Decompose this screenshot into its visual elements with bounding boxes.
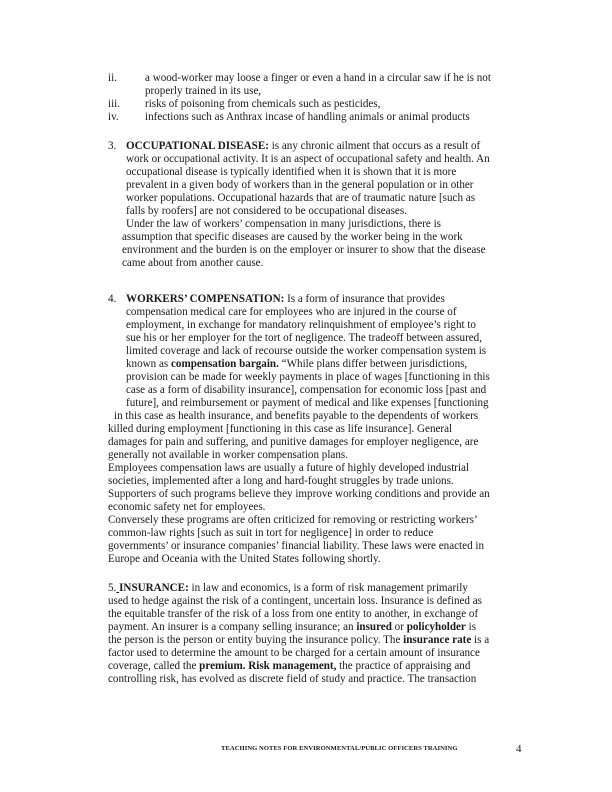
section-text: Under the law of workers’ compensation in many jurisdictions, there is [126, 218, 441, 230]
section-text: the equitable transfer of the risk of a loss from one entity to another, in exchange of [108, 608, 479, 620]
section-text: controlling risk, has evolved as discrete field of study and practice. The transaction [108, 673, 477, 685]
text-run: coverage, called the [108, 660, 200, 672]
section-text: damages for pain and suffering, and punitive damages for employer negligence, are [108, 436, 479, 448]
list-marker: ii. [108, 72, 117, 84]
section-text: factor used to determine the amount to be charged for a certain amount of insurance [108, 647, 480, 659]
text-run: the person is the person or entity buying the insurance policy. The [108, 634, 404, 646]
section-text: in law and economics, is a form of risk management primarily [188, 582, 468, 594]
section-text: occupational disease is typically identified when it is shown that it is more [126, 166, 457, 178]
section-heading: WORKERS’ COMPENSATION: [126, 293, 285, 305]
list-marker: iv. [108, 111, 119, 123]
section-text [108, 634, 489, 647]
section-text: Europe and Oceania with the United States following shortly. [108, 553, 381, 565]
footer-title: TEACHING NOTES FOR ENVIRONMENTAL/PUBLIC OFFICERS TRAINING [221, 745, 458, 752]
text-run: payment. An insurer is a company selling insurance; an [108, 621, 357, 633]
section-text: governments’ or insurance companies’ financial liability. These laws were enacted in [108, 540, 485, 552]
section-text: Is a form of insurance that provides [284, 293, 445, 305]
section-text: economic safety net for employees. [108, 501, 266, 513]
list-text: a wood-worker may loose a finger or even a hand in a circular saw if he is not [145, 72, 491, 84]
text-run: known as [126, 358, 171, 370]
bold-term: insurance rate [403, 634, 472, 646]
section-text [108, 660, 470, 673]
section-text: came about from another cause. [122, 257, 264, 269]
section-text: falls by roofers] are not considered to be occupational diseases. [126, 205, 407, 217]
text-run: “While plans differ between jurisdictions, [278, 358, 468, 370]
section-text: environment and the burden is on the employer or insurer to show that the disease [122, 244, 486, 256]
section-text: in this case as health insurance, and benefits payable to the dependents of workers [114, 410, 479, 422]
list-text: properly trained in its use, [145, 85, 262, 97]
section-text: sue his or her employer for the tort of negligence. The tradeoff between assured, [126, 332, 483, 344]
section-first-line [126, 140, 480, 153]
bold-term: compensation bargain. [171, 358, 279, 370]
section-text: generally not available in worker compensation plans. [108, 449, 348, 461]
bold-term: premium. Risk management, [199, 660, 337, 672]
bold-term: insured [356, 621, 392, 633]
section-text: work or occupational activity. It is an aspect of occupational safety and health. An [126, 153, 490, 165]
list-text: risks of poisoning from chemicals such as pesticides, [145, 98, 381, 110]
section-number: 5. [108, 582, 117, 594]
section-text: Conversely these programs are often criticized for removing or restricting workers’ [108, 514, 478, 526]
text-run: or [391, 621, 407, 633]
section-text: used to hedge against the risk of a contingent, uncertain loss. Insurance is defined as [108, 595, 482, 607]
text-run: the practice of appraising and [336, 660, 471, 672]
section-text: compensation medical care for employees who are injured in the course of [126, 306, 457, 318]
section-text: prevalent in a given body of workers than in the general population or in other [126, 179, 474, 191]
section-first-line [126, 293, 445, 306]
section-text: societies, implemented after a long and hard-fought struggles by trade unions. [108, 475, 454, 487]
bold-term: policyholder [406, 621, 466, 633]
section-text [108, 621, 476, 634]
section-text: assumption that specific diseases are caused by the worker being in the work [122, 231, 463, 243]
page-number: 4 [516, 743, 522, 755]
text-run: is [465, 621, 477, 633]
text-run: is a [471, 634, 490, 646]
section-number: 4. [108, 293, 117, 305]
list-text: infections such as Anthrax incase of handling animals or animal products [145, 111, 470, 123]
section-text: case as a form of disability insurance], compensation for economic loss [past and [126, 384, 487, 396]
section-first-line [108, 582, 468, 595]
section-text: killed during employment [functioning in this case as life insurance]. General [108, 423, 453, 435]
section-text: is any chronic ailment that occurs as a result of [268, 140, 481, 152]
section-text: limited coverage and lack of recourse outside the worker compensation system is [126, 345, 487, 357]
section-heading: OCCUPATIONAL DISEASE: [126, 140, 269, 152]
section-text: provision can be made for weekly payments in place of wages [functioning in this [126, 371, 490, 383]
section-number: 3. [108, 140, 117, 152]
section-heading: INSURANCE: [119, 582, 189, 594]
section-text: employment, in exchange for mandatory relinquishment of employee’s right to [126, 319, 476, 331]
section-text: future], and reimbursement or payment of medical and like expenses [functioning [126, 397, 489, 409]
list-marker: iii. [108, 98, 121, 110]
section-text: Employees compensation laws are usually a future of highly developed industrial [108, 462, 470, 474]
section-text [126, 358, 467, 371]
section-text: Supporters of such programs believe they improve working conditions and provide an [108, 488, 490, 500]
section-text: worker populations. Occupational hazards that are of traumatic nature [such as [126, 192, 476, 204]
section-text: common-law rights [such as suit in tort for negligence] in order to reduce [108, 527, 434, 539]
